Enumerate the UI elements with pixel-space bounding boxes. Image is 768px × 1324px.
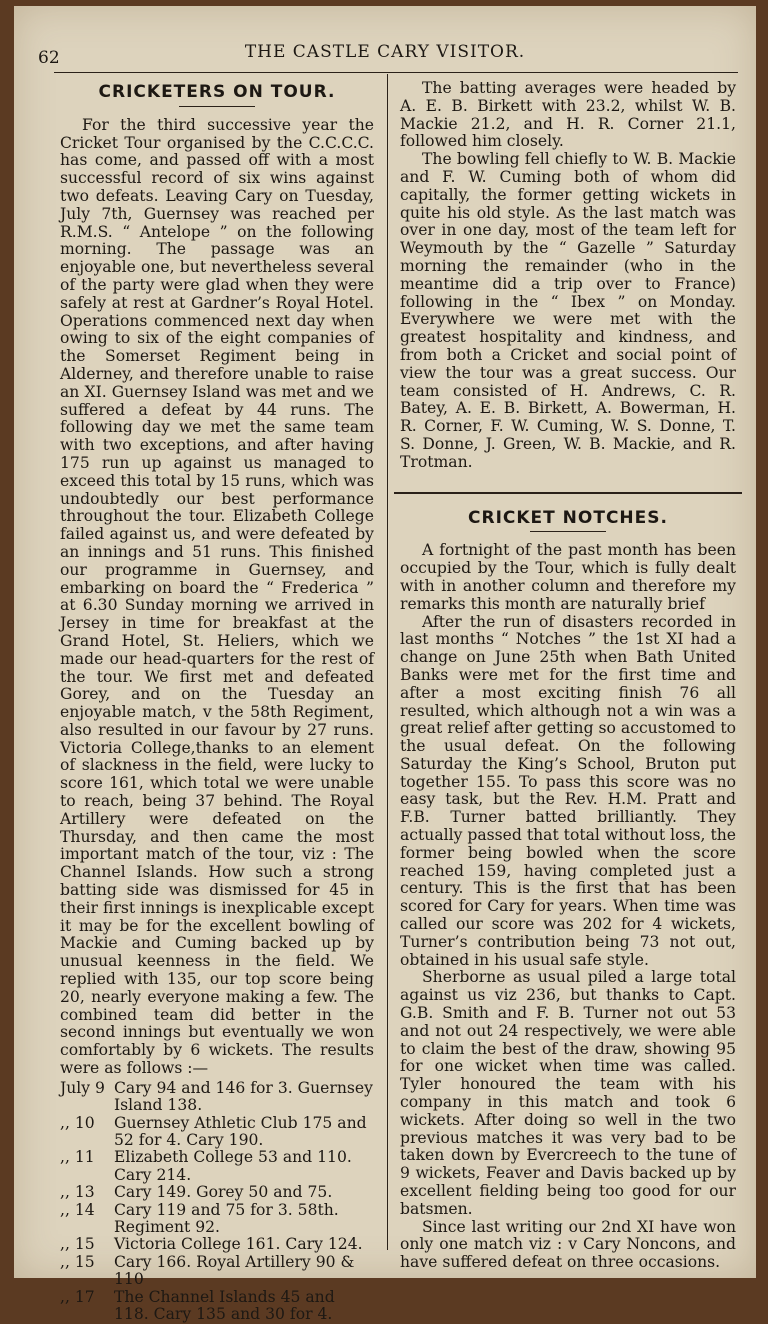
title-rule	[530, 531, 606, 532]
article-title-cricketers-on-tour: CRICKETERS ON TOUR.	[98, 82, 336, 102]
right-column	[400, 80, 736, 1272]
result-date: ,, 15	[60, 1252, 95, 1271]
magazine-page	[14, 6, 756, 1324]
column-divider	[387, 74, 388, 1250]
result-date: ,, 17	[60, 1287, 95, 1306]
result-date: ,, 11	[60, 1148, 95, 1167]
header-rule	[54, 72, 738, 73]
article-paragraph: Sherborne as usual piled a large total against us viz 236, but thanks to Capt. G.B. Smith and F. B. Turner not out 53 and not out 24 respectively, we were able to claim the best of the draw, showing 95 for one wicket when time was called. Tyler honoured the team with his company in this match and took 6 wickets. After doing so well in the two previous matches it was very bad to be taken down by Evercreech to the tune of 9 wickets, Feaver and Davis backed up by excellent fielding being too good for our batsmen.	[400, 968, 736, 1218]
article-title-cricket-notches: CRICKET NOTCHES.	[468, 507, 668, 528]
article-paragraph: The bowling fell chiefly to W. B. Mackie and F. W. Cuming both of whom did capitally, the former getting wickets in quite his old style. As the last match was over in one day, most of the team left for Weymouth by the “ Gazelle ” Saturday morning the remainder (who in the meantime did a trip over to France) following in the “ Ibex ” on Monday. Everywhere we were met with the greatest hospitality and kindness, and from both a Cricket and social point of view the tour was a great success. Our team consisted of H. Andrews, C. R. Batey, A. E. B. Birkett, A. Bowerman, H. R. Corner, F. W. Cuming, W. S. Donne, T. S. Donne, J. Green, W. B. Mackie, and R. Trotman.	[400, 150, 736, 471]
page-number: 62	[38, 48, 60, 68]
article-paragraph: For the third successive year the Cricket Tour organised by the C.C.C.C. has come, and passed off with a most successful record of six wins against two defeats. Leaving Cary on Tuesday, July 7th, Guernsey was reached per R.M.S. “ Antelope ” on the following morning. The passage was an enjoyable one, but nevertheless several of the party were glad when they were safely at rest at Gardner’s Royal Hotel. Operations commenced next day when owing to six of the eight companies of the Somerset Regiment being in Alderney, and therefore unable to raise an XI. Guernsey Island was met and we suffered a defeat by 44 runs. The following day we met the same team with two exceptions, and after having 175 run up against us managed to exceed this total by 15 runs, which was undoubtedly our best performance throughout the tour. Elizabeth College failed against us, and were defeated by an innings and 51 runs. This finished our programme in Guernsey, and embarking on board the “ Frederica ” at 6.30 Sunday morning we arrived in Jersey in time for breakfast at the Grand Hotel, St. Heliers, which we made our head-quarters for the rest of the tour. We first met and defeated Gorey, and on the Tuesday an enjoyable match, v the 58th Regiment, also resulted in our favour by 27 runs. Victoria College,thanks to an element of slackness in the field, were lucky to score 161, which total we were unable to reach, being 37 behind. The Royal Artillery were defeated on the Thursday, and then came the most important match of the tour, viz : The Channel Islands. How such a strong batting side was dismissed for 45 in their first innings is inexplicable except it may be for the excellent bowling of Mackie and Cuming backed up by unusual keenness in the field. We replied with 135, our top score being 20, nearly everyone making a few. The combined team did better in the second innings but eventually we won comfortably by 6 wickets. The results were as follows :—	[60, 115, 374, 1078]
result-text: Cary 119 and 75 for 3. 58th. Regiment 92.	[114, 1200, 339, 1237]
result-text: Cary 166. Royal Artillery 90 & 110	[114, 1252, 355, 1289]
result-row	[60, 1149, 374, 1184]
result-row	[60, 1184, 374, 1201]
result-text: Cary 149. Gorey 50 and 75.	[114, 1183, 333, 1202]
result-date: ,, 14	[60, 1200, 95, 1219]
result-date: July 9	[60, 1078, 105, 1097]
result-row	[60, 1236, 374, 1253]
result-text: Victoria College 161. Cary 124.	[114, 1235, 363, 1254]
result-row	[60, 1202, 374, 1237]
article-paragraph: After the run of disasters recorded in last months “ Notches ” the 1st XI had a change on June 25th when Bath United Banks were met for the first time and after a most exciting finish 76 all resulted, which although not a win was a great relief after getting so accustomed to the usual defeat. On the following Saturday the King’s School, Bruton put together 155. To pass this score was no easy task, but the Rev. H.M. Pratt and F.B. Turner batted brilliantly. They actually passed that total without loss, the former being bowled when the score reached 159, having completed just a century. This is the first that has been scored for Cary for years. When time was called our score was 202 for 4 wickets, Turner’s contribution being 73 not out, obtained in his usual safe style.	[400, 612, 736, 969]
result-date: ,, 15	[60, 1235, 95, 1254]
section-divider	[394, 492, 742, 494]
result-text: Cary 94 and 146 for 3. Guernsey Island 138.	[114, 1078, 373, 1115]
left-column	[60, 80, 374, 1324]
article-paragraph: A fortnight of the past month has been occupied by the Tour, which is fully dealt with in another column and therefore my remarks this month are naturally brief	[400, 541, 736, 613]
article-paragraph: The batting averages were headed by A. E. B. Birkett with 23.2, whilst W. B. Mackie 21.2, and H. R. Corner 21.1, followed him closely.	[400, 79, 736, 151]
result-row	[60, 1289, 374, 1324]
tour-results-list	[60, 1080, 374, 1324]
result-row	[60, 1254, 374, 1289]
result-date: ,, 10	[60, 1113, 95, 1132]
result-text: Elizabeth College 53 and 110. Cary 214.	[114, 1148, 352, 1184]
result-row	[60, 1115, 374, 1150]
title-rule	[179, 106, 255, 107]
result-row	[60, 1080, 374, 1115]
running-title: THE CASTLE CARY VISITOR.	[244, 42, 526, 62]
result-text: The Channel Islands 45 and 118. Cary 135 and 30 for 4.	[114, 1287, 335, 1324]
result-date: ,, 13	[60, 1183, 95, 1202]
result-text: Guernsey Athletic Club 175 and 52 for 4. Cary 190.	[114, 1113, 367, 1150]
article-paragraph: Since last writing our 2nd XI have won only one match viz : v Cary Noncons, and have suffered defeat on three occasions.	[400, 1217, 736, 1272]
